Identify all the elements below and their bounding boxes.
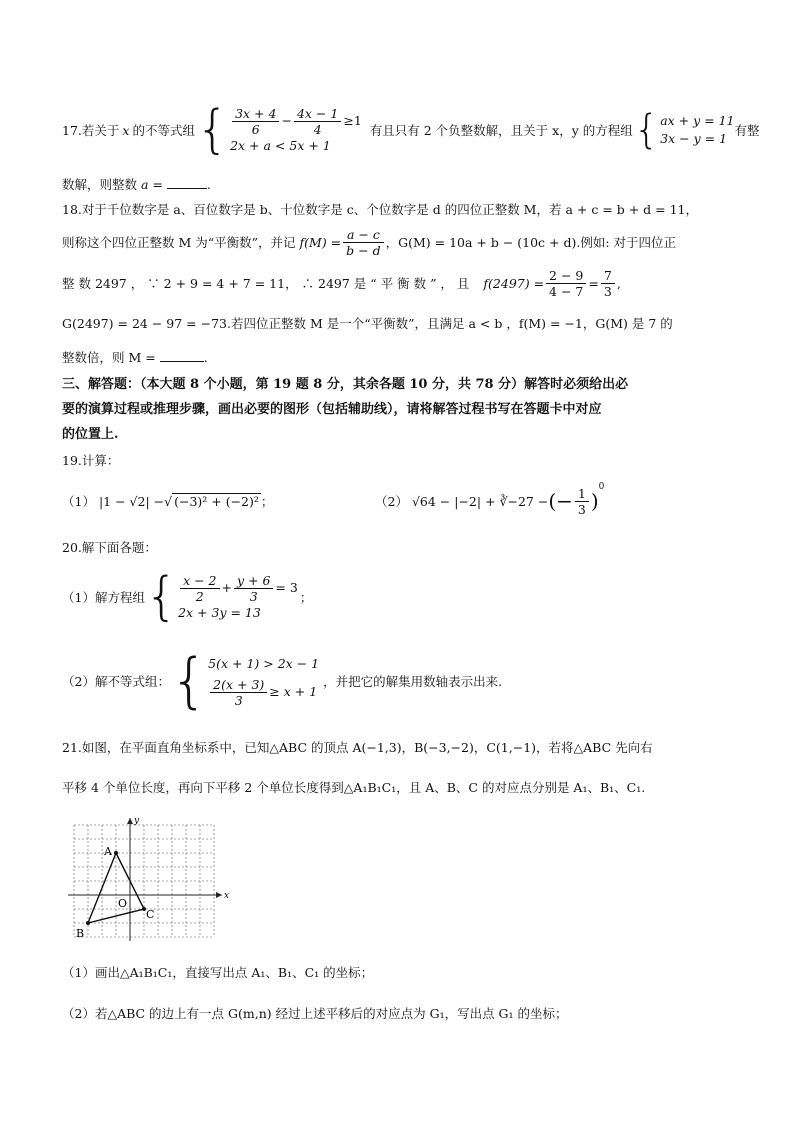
brace-icon: { <box>144 567 179 627</box>
point-b <box>86 921 90 925</box>
q20-p1-eq1-rhs: = 3 <box>275 580 298 595</box>
q18-line4: G(2497) = 24 − 97 = −73.若四位正整数 M 是一个“平衡数”，且满足 a < b ，f(M) = −1，G(M) 是 7 的 <box>62 316 673 331</box>
q17-ineq1-num2: 4x − 1 <box>294 106 341 122</box>
q17-line2 <box>62 175 211 193</box>
axis-x-label: x <box>224 891 230 901</box>
q20-p1-label: （1）解方程组 <box>62 590 145 605</box>
q17-intro2: 的不等式组 <box>132 123 195 138</box>
q20-p1-eq2: 2x + 3y = 13 <box>178 604 261 620</box>
q18-f-num: a − c <box>343 227 383 243</box>
q21-line1: 21.如图，在平面直角坐标系中，已知△ABC 的顶点 A(−1,3)，B(−3,−2)，C(1,−1)，若将△ABC 先向右 <box>62 740 653 755</box>
q18-line3a: 整 数 2497 ， ∵ 2 + 9 = 4 + 7 = 11， ∴ 2497 是 “ 平 衡 数 ” ， 且 <box>62 276 470 291</box>
q19-p2-close: ) <box>590 489 599 513</box>
coordinate-grid-figure <box>64 815 234 945</box>
q20-p2-system <box>208 655 319 708</box>
q18-line3-den2: 3 <box>603 283 612 299</box>
q17-line2-text: 数解，则整数 <box>62 177 138 192</box>
q20-p1-eq1-den1: 2 <box>195 588 204 604</box>
q17-ineq1-rhs: ≥1 <box>343 113 362 128</box>
q19-p1-end: ； <box>260 494 274 509</box>
brace-icon: { <box>195 100 230 160</box>
section3-line3: 的位置上. <box>62 427 119 442</box>
q18-line3-num: 2 − 9 <box>546 268 586 284</box>
q17-var-x: x <box>122 122 130 138</box>
q18-line5-end: . <box>203 350 208 365</box>
q20-part1 <box>62 565 312 629</box>
q18-f-den: b − d <box>346 242 381 258</box>
q18-line3 <box>62 266 621 300</box>
sqrt-icon: √ <box>164 493 173 509</box>
q20-p2-ineq2-rhs: ≥ x + 1 <box>269 684 318 699</box>
q20-p1-eq1-num2: y + 6 <box>234 573 273 589</box>
q17-ineq1-num1: 3x + 4 <box>232 106 279 122</box>
q17-eq2: 3x − y = 1 <box>660 131 728 146</box>
q20-p1-eq1-den2: 3 <box>249 588 258 604</box>
x-axis-arrow-icon <box>216 892 222 898</box>
grid-lines <box>74 825 214 937</box>
q17-intro: 若关于 <box>81 123 120 138</box>
q17-ineq1 <box>230 106 362 137</box>
answer-blank <box>167 176 207 189</box>
q17-ineq1-den2: 4 <box>313 121 322 137</box>
q20-p2-ineq1: 5(x + 1) > 2x − 1 <box>208 655 320 671</box>
q19-title: 19.计算： <box>62 453 120 468</box>
origin-label: O <box>118 897 128 910</box>
q18-line2 <box>62 225 676 259</box>
q20-p1-eq1-plus: + <box>221 580 232 595</box>
q17-inequality-system <box>230 106 362 155</box>
q17-ineq1-den1: 6 <box>251 121 260 137</box>
q19-p2-exp: 0 <box>598 482 605 492</box>
q21-sub2: （2）若△ABC 的边上有一点 G(m,n) 经过上述平移后的对应点为 G₁，写出点 G₁ 的坐标； <box>62 1006 568 1021</box>
q19-p1-expr-a: |1 − √2| − <box>98 493 165 509</box>
q18-line3-end: , <box>616 275 621 291</box>
q19-p2-expr-a: √64 − |−2| + ∛−27 − <box>411 493 549 509</box>
q18-line3-f: f(2497) = <box>483 275 545 291</box>
q17-line1 <box>62 98 760 162</box>
q17-number: 17. <box>62 122 82 138</box>
q18-line5 <box>62 348 208 366</box>
q18-line2b: ，G(M) = 10a + b − (10c + d).例如: 对于四位正 <box>385 235 677 250</box>
q20-p1-end: ； <box>299 590 313 605</box>
q20-part2 <box>62 645 502 717</box>
q20-p2-end: ，并把它的解集用数轴表示出来. <box>323 674 503 689</box>
q19-p2-frac-den: 3 <box>577 501 586 517</box>
q19-part2 <box>375 482 604 520</box>
label-c: C <box>146 908 155 921</box>
y-axis-arrow-icon <box>127 818 133 824</box>
q19-part1 <box>62 486 273 516</box>
answer-blank <box>160 349 204 362</box>
q17-middle: 有且只有 2 个负整数解，且关于 x，y 的方程组 <box>369 123 633 138</box>
q18-line3-num2: 7 <box>601 268 615 284</box>
q17-equation-system <box>660 112 734 148</box>
brace-icon: { <box>633 107 660 153</box>
q20-p2-label: （2）解不等式组： <box>62 674 170 689</box>
q18-line3-eq: = <box>588 275 599 291</box>
q18-line3-den: 4 − 7 <box>549 283 584 299</box>
q17-line2-end: . <box>206 177 211 192</box>
q20-title: 20.解下面各题： <box>62 540 157 555</box>
q20-p1-eq1-num1: x − 2 <box>180 573 219 589</box>
q19-p1-expr-b: (−3)² + (−2)² <box>174 494 259 509</box>
q17-ineq1-minus: − <box>281 113 292 128</box>
point-a <box>114 851 118 855</box>
axis-y-label: y <box>134 816 140 826</box>
triangle-abc <box>88 853 144 923</box>
q20-p2-ineq2-den: 3 <box>234 692 243 708</box>
brace-icon: { <box>169 646 209 716</box>
q20-p2-ineq2-num: 2(x + 3) <box>210 677 267 693</box>
section3-line1: 三、解答题：（本大题 8 个小题，第 19 题 8 分，其余各题 10 分，共 78 分）解答时必须给出必 <box>62 377 629 392</box>
q20-p2-ineq2 <box>208 677 319 708</box>
q19-p2-label: （2） <box>375 494 408 509</box>
label-b: B <box>76 927 85 940</box>
section3-line2: 要的演算过程或推理步骤，画出必要的图形（包括辅助线），请将解答过程书写在答题卡中对应 <box>62 402 602 417</box>
q18-line1: 18.对于千位数字是 a、百位数字是 b、十位数字是 c、个位数字是 d 的四位正整数 M，若 a + c = b + d = 11， <box>62 202 698 217</box>
q19-p2-frac-num: 1 <box>575 486 589 502</box>
q17-line2-var: a = <box>141 177 163 192</box>
q21-sub1: （1）画出△A₁B₁C₁，直接写出点 A₁、B₁、C₁ 的坐标； <box>62 965 374 980</box>
q20-p1-eq1 <box>178 573 298 604</box>
q18-f-label: f(M) = <box>299 234 342 250</box>
q19-p2-open: (− <box>548 489 573 513</box>
q17-tail: 有整 <box>734 123 760 138</box>
q21-line2: 平移 4 个单位长度，再向下平移 2 个单位长度得到△A₁B₁C₁，且 A、B、C 的对应点分别是 A₁、B₁、C₁. <box>62 780 646 795</box>
q18-line5-text: 整数倍，则 M = <box>62 350 156 365</box>
q17-ineq2: 2x + a < 5x + 1 <box>230 137 331 153</box>
label-a: A <box>104 845 112 858</box>
q19-p1-label: （1） <box>62 494 95 509</box>
q18-line2a: 则称这个四位正整数 M 为“平衡数”，并记 <box>62 235 296 250</box>
q20-p1-system <box>178 573 298 622</box>
q17-eq1: ax + y = 11 <box>660 113 735 128</box>
